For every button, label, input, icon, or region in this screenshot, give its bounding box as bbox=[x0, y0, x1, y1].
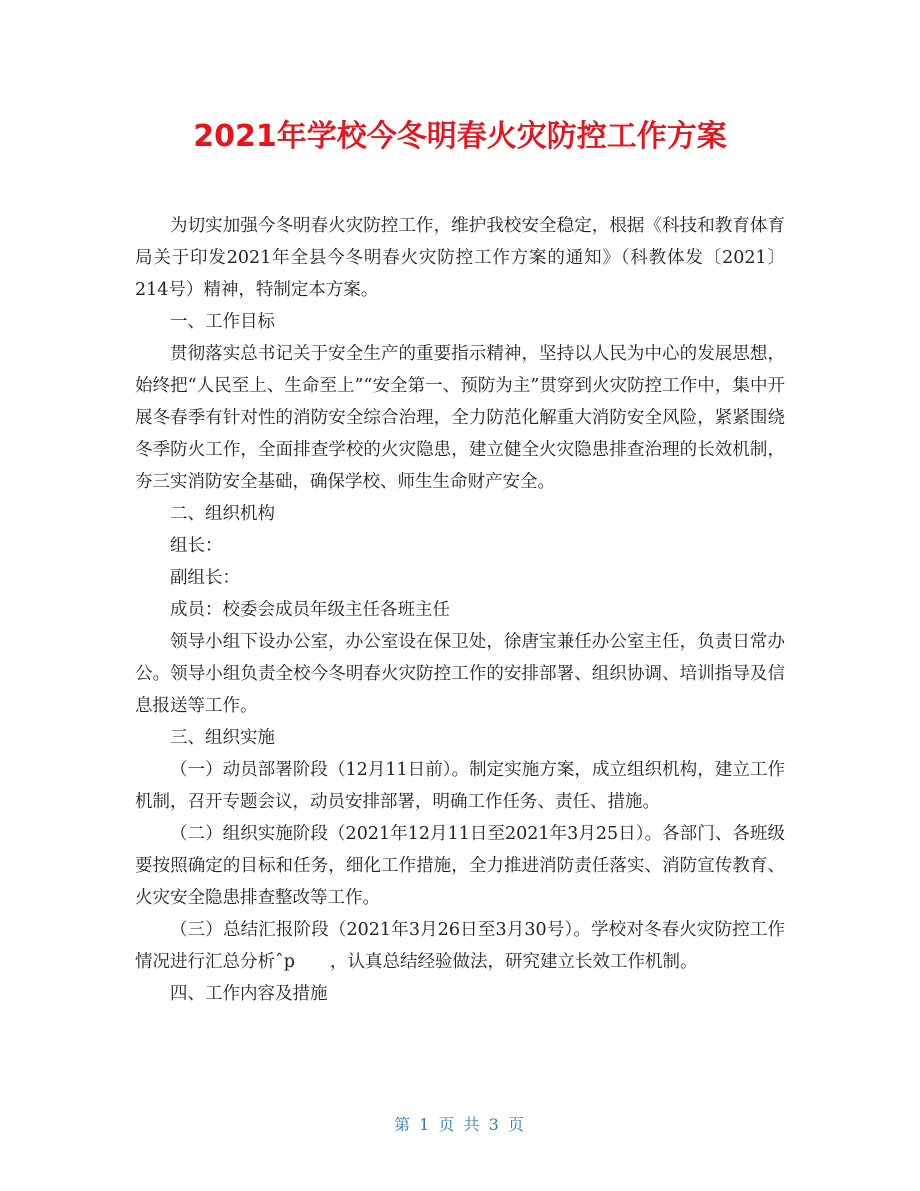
members-line: 成员：校委会成员年级主任各班主任 bbox=[170, 600, 450, 620]
document-body bbox=[135, 210, 785, 1010]
goals-paragraph: 贯彻落实总书记关于安全生产的重要指示精神，坚持以人民为中心的发展思想，始终把“人民至上、生命至上”“安全第一、预防为主”贯穿到火灾防控工作中，集中开展冬春季有针对性的消防安全综合治理，全力防范化解重大消防安全风险，紧紧围绕冬季防火工作，全面排查学校的火灾隐患，建立健全火灾隐患排查治理的长效机制，夯三实消防安全基础，确保学校、师生生命财产安全。 bbox=[135, 344, 785, 492]
deputy-leader-line: 副组长： bbox=[170, 568, 240, 588]
leader-line: 组长： bbox=[170, 536, 223, 556]
section-heading-implementation: 三、组织实施 bbox=[170, 728, 275, 748]
section-heading-measures: 四、工作内容及措施 bbox=[170, 984, 328, 1004]
phase-1-paragraph: （一）动员部署阶段（12月11日前）。制定实施方案，成立组织机构，建立工作机制，召开专题会议，动员安排部署，明确工作任务、责任、措施。 bbox=[135, 760, 785, 812]
section-heading-goals: 一、工作目标 bbox=[170, 312, 275, 332]
document-title: 2021年学校今冬明春火灾防控工作方案 bbox=[193, 119, 727, 154]
intro-paragraph: 为切实加强今冬明春火灾防控工作，维护我校安全稳定，根据《科技和教育体育局关于印发2021年全县今冬明春火灾防控工作方案的通知》（科教体发〔2021〕214号）精神，特制定本方案。 bbox=[135, 216, 785, 300]
office-paragraph: 领导小组下设办公室，办公室设在保卫处，徐唐宝兼任办公室主任，负责日常办公。领导小组负责全校今冬明春火灾防控工作的安排部署、组织协调、培训指导及信息报送等工作。 bbox=[135, 632, 785, 716]
phase-3-paragraph: （三）总结汇报阶段（2021年3月26日至3月30号）。学校对冬春火灾防控工作情况进行汇总分析ˆp ，认真总结经验做法，研究建立长效工作机制。 bbox=[135, 920, 785, 972]
section-heading-organization: 二、组织机构 bbox=[170, 504, 275, 524]
phase-2-paragraph: （二）组织实施阶段（2021年12月11日至2021年3月25日）。各部门、各班级要按照确定的目标和任务，细化工作措施，全力推进消防责任落实、消防宣传教育、火灾安全隐患排查整改等工作。 bbox=[135, 824, 785, 908]
page-footer: 第 1 页 共 3 页 bbox=[394, 1115, 526, 1134]
